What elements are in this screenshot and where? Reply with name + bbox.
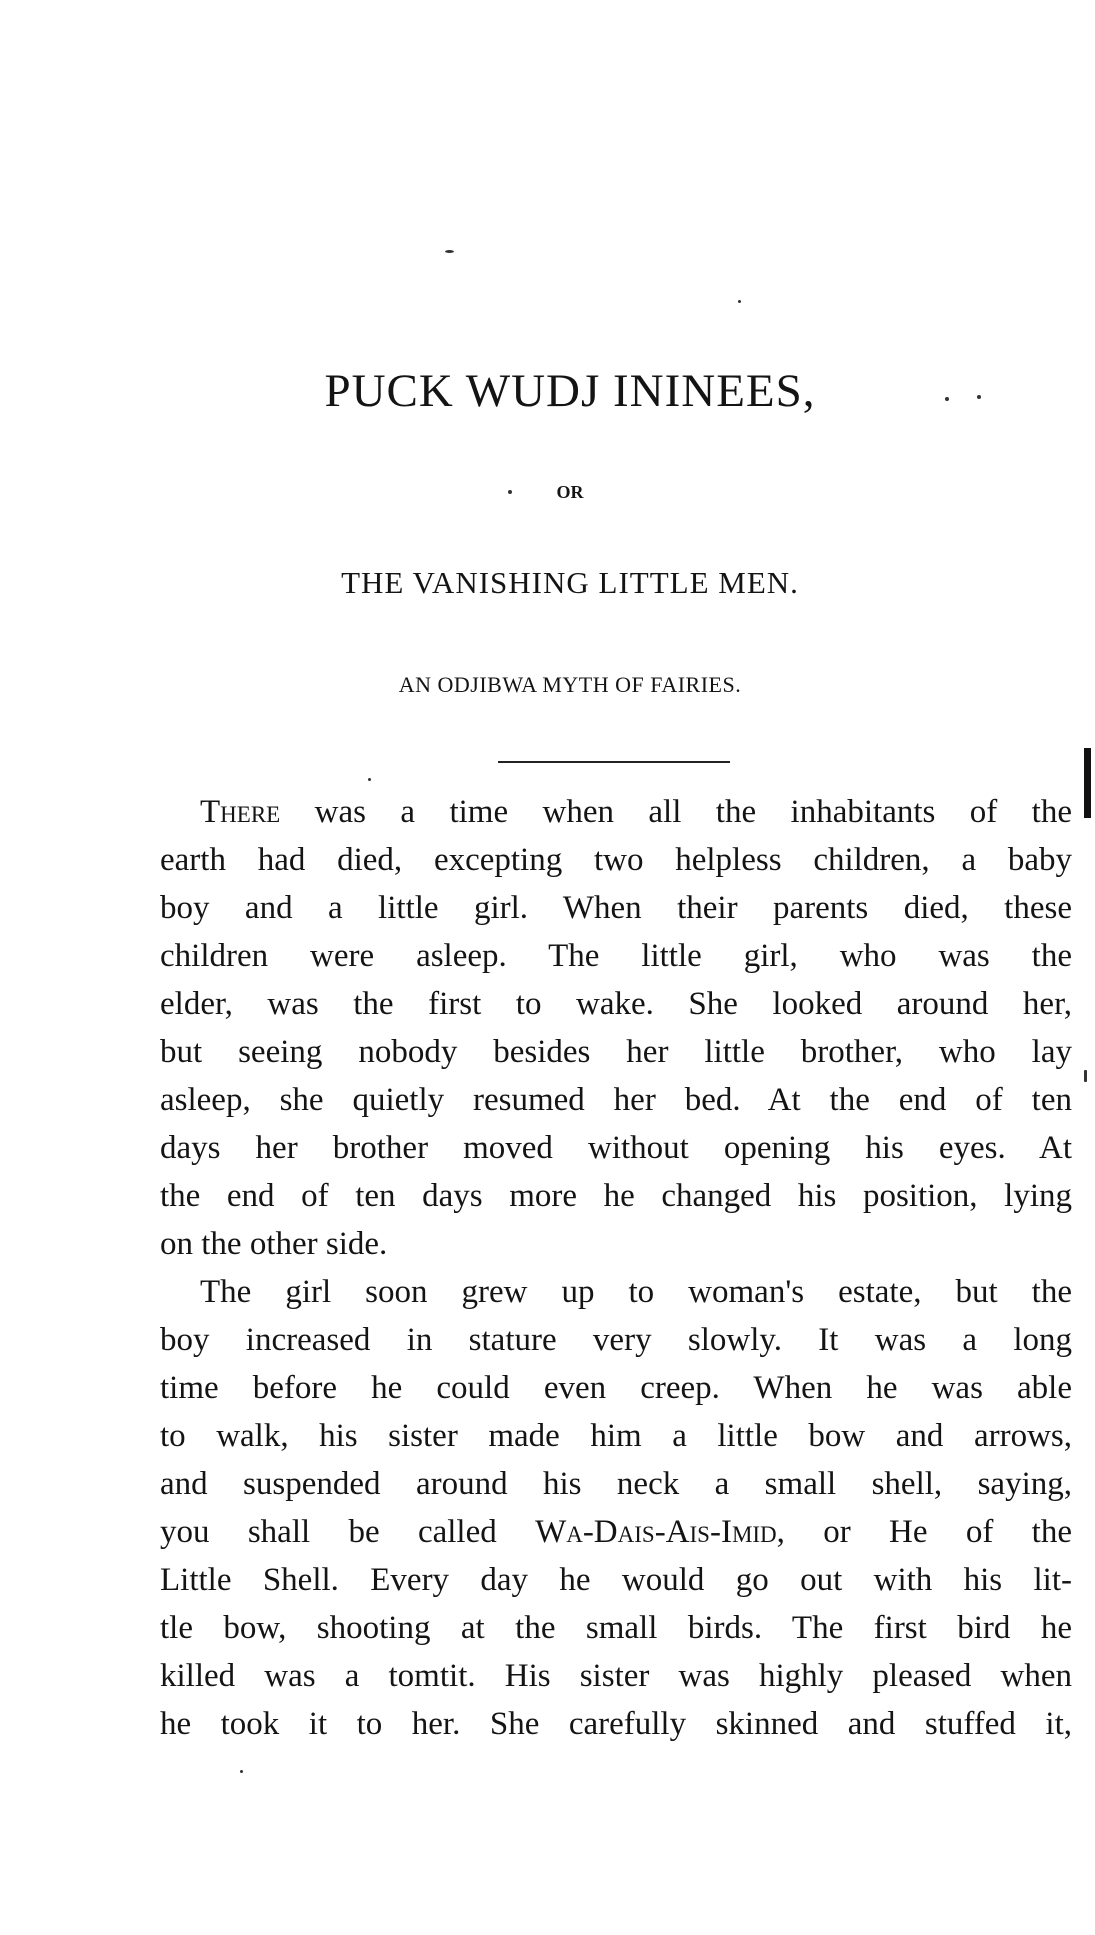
text-line: days her brother moved without opening his eyes. At — [160, 1130, 1072, 1166]
scan-speck — [508, 490, 512, 494]
text-line: The girl soon grew up to woman's estate, but the — [200, 1274, 1072, 1310]
scan-speck — [738, 300, 741, 303]
text-line: earth had died, excepting two helpless children, a baby — [160, 842, 1072, 878]
chapter-description: AN ODJIBWA MYTH OF FAIRIES. — [398, 672, 742, 697]
scan-speck — [445, 250, 454, 253]
text-line: elder, was the first to wake. She looked around her, — [160, 986, 1072, 1022]
text-line: he took it to her. She carefully skinned and stuffed it, — [160, 1706, 1072, 1742]
scan-speck — [977, 395, 981, 399]
text-line: Little Shell. Every day he would go out with his lit- — [160, 1562, 1072, 1598]
scan-speck — [240, 1770, 243, 1773]
character-name: Wa-Dais-Ais-Imid — [535, 1514, 777, 1550]
text-line: killed was a tomtit. His sister was highly pleased when — [160, 1658, 1072, 1694]
scan-speck — [945, 397, 949, 401]
text-line: and suspended around his neck a small shell, saying, — [160, 1466, 1072, 1502]
title-divider — [498, 761, 730, 763]
scan-speck — [1084, 1070, 1087, 1082]
text-line: asleep, she quietly resumed her bed. At the end of ten — [160, 1082, 1072, 1118]
text-line: you shall be called Wa-Dais-Ais-Imid, or He of the — [160, 1514, 1072, 1550]
scan-edge-mark — [1084, 748, 1091, 818]
title-conjunction: OR — [556, 482, 584, 502]
text-line: to walk, his sister made him a little bow and arrows, — [160, 1418, 1072, 1454]
text-line: There was a time when all the inhabitants of the — [200, 794, 1072, 830]
chapter-title: PUCK WUDJ ININEES, — [324, 365, 816, 417]
text-line: time before he could even creep. When he was able — [160, 1370, 1072, 1406]
text-line: tle bow, shooting at the small birds. The first bird he — [160, 1610, 1072, 1646]
scan-speck — [368, 778, 371, 781]
text-line: children were asleep. The little girl, who was the — [160, 938, 1072, 974]
text-line: boy and a little girl. When their parents died, these — [160, 890, 1072, 926]
chapter-subtitle: THE VANISHING LITTLE MEN. — [341, 565, 799, 600]
text-line: but seeing nobody besides her little brother, who lay — [160, 1034, 1072, 1070]
text-line: boy increased in stature very slowly. It was a long — [160, 1322, 1072, 1358]
text-line: on the other side. — [160, 1226, 388, 1262]
text-line: the end of ten days more he changed his position, lying — [160, 1178, 1072, 1214]
